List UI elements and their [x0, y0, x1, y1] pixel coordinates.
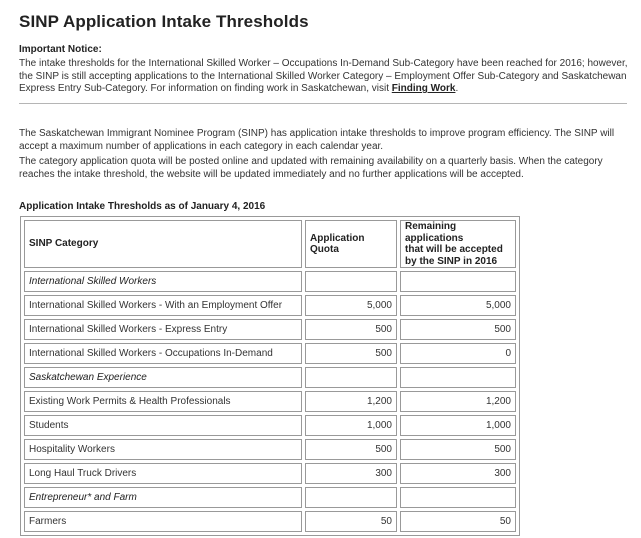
remaining-cell: 50	[400, 511, 516, 532]
quota-cell: 1,200	[305, 391, 397, 412]
category-cell: International Skilled Workers - Express Entry	[24, 319, 302, 340]
remaining-cell: 500	[400, 439, 516, 460]
quota-cell	[305, 487, 397, 508]
table-row	[24, 511, 516, 532]
finding-work-link[interactable]: Finding Work	[391, 83, 456, 95]
table-row	[24, 415, 516, 436]
section-divider	[19, 103, 627, 104]
intro-paragraph-1: The Saskatchewan Immigrant Nominee Program (SINP) has application intake thresholds to improve program efficiency. The SINP will accept a maximum number of applications in each category in each calendar year.	[19, 128, 615, 152]
notice-text-before-link: The intake thresholds for the International Skilled Worker – Occupations In-Demand Sub-Category have been reached for 2016; however, the SINP is still accepting applications to the International Skilled Worker Category – Employment Offer Sub-Category and Saskatchewan Express Entry Sub-Category. For information on finding work in Saskatchewan, visit	[19, 58, 628, 95]
category-cell: International Skilled Workers - Occupations In-Demand	[24, 343, 302, 364]
header-remaining-line2: that will be accepted	[405, 244, 503, 255]
table-row	[24, 463, 516, 484]
header-remaining-line3: by the SINP in 2016	[405, 255, 498, 267]
group-name-cell: Saskatchewan Experience	[24, 367, 302, 388]
remaining-cell: 300	[400, 463, 516, 484]
remaining-cell	[400, 367, 516, 388]
table-row	[24, 439, 516, 460]
header-category: SINP Category	[24, 220, 302, 268]
quota-cell: 500	[305, 343, 397, 364]
remaining-cell	[400, 487, 516, 508]
category-cell: Students	[24, 415, 302, 436]
remaining-cell	[400, 271, 516, 292]
quota-cell: 1,000	[305, 415, 397, 436]
category-cell: Farmers	[24, 511, 302, 532]
table-group-row	[24, 487, 516, 508]
table-group-row	[24, 367, 516, 388]
quota-cell: 50	[305, 511, 397, 532]
category-cell: Long Haul Truck Drivers	[24, 463, 302, 484]
remaining-cell: 1,000	[400, 415, 516, 436]
table-row	[24, 343, 516, 364]
remaining-cell: 5,000	[400, 295, 516, 316]
quota-cell	[305, 367, 397, 388]
quota-cell: 5,000	[305, 295, 397, 316]
header-remaining	[400, 220, 516, 268]
remaining-cell: 0	[400, 343, 516, 364]
notice-heading: Important Notice:	[19, 44, 102, 55]
table-group-row	[24, 271, 516, 292]
category-cell: International Skilled Workers - With an Employment Offer	[24, 295, 302, 316]
table-row	[24, 319, 516, 340]
table-body	[24, 271, 516, 532]
table-heading: Application Intake Thresholds as of January 4, 2016	[19, 201, 266, 212]
group-name-cell: Entrepreneur* and Farm	[24, 487, 302, 508]
table-header-row	[24, 220, 516, 268]
table-row	[24, 391, 516, 412]
remaining-cell: 500	[400, 319, 516, 340]
table-row	[24, 295, 516, 316]
notice-text-after-link: .	[455, 83, 459, 95]
page-title: SINP Application Intake Thresholds	[19, 12, 309, 31]
group-name-cell: International Skilled Workers	[24, 271, 302, 292]
remaining-cell: 1,200	[400, 391, 516, 412]
category-cell: Existing Work Permits & Health Professionals	[24, 391, 302, 412]
quota-cell: 300	[305, 463, 397, 484]
intake-thresholds-table	[20, 216, 520, 536]
quota-cell	[305, 271, 397, 292]
header-remaining-line1: Remaining applications	[405, 221, 464, 244]
category-cell: Hospitality Workers	[24, 439, 302, 460]
quota-cell: 500	[305, 319, 397, 340]
header-quota: Application Quota	[305, 220, 397, 268]
notice-text	[19, 58, 631, 96]
intro-paragraph-2: The category application quota will be posted online and updated with remaining availability on a quarterly basis. When the category reaches the intake threshold, the website will be updated immediately and no further applications will be accepted.	[19, 156, 603, 180]
quota-cell: 500	[305, 439, 397, 460]
